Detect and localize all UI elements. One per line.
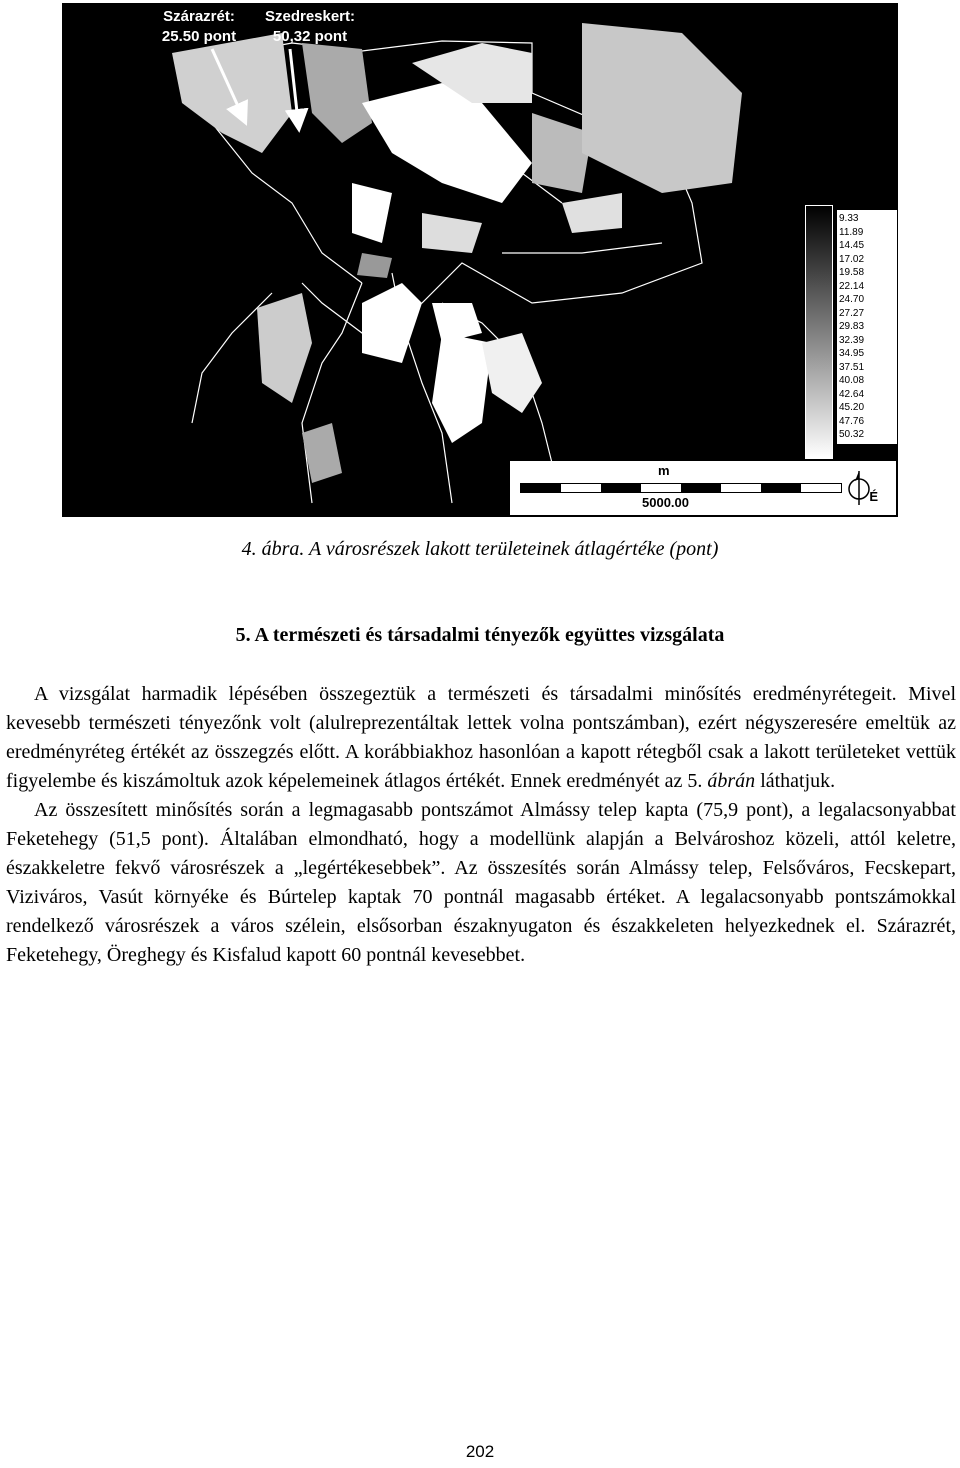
legend-value: 34.95: [839, 348, 865, 359]
page-number: 202: [465, 1442, 495, 1461]
paragraph-text: Az összesített minősítés során a legmagasabb pontszámot Almássy telep kapta (75,9 pont), a legalacsonyabbat Feketehegy (51,5 pont). Általában elmondható, hogy a modellünk alapján a Belvároshoz közeli, attól keletre, északkeletre fekvő városrészek a „legértékesebbek”. Az összesítés során Almássy telep, Felsőváros, Fecskepart, Viziváros, Vasút környéke és Búrtelep kaptak 70 pontnál magasabb értéket. A legalacsonyabb pontszámokkal rendelkező városrészek a város szélein, elsősorban északnyugaton és északkeleten helyezkednek el. Szárazrét, Feketehegy, Öreghegy és Kisfalud kapott 60 pontnál kevesebbet.: [6, 799, 956, 966]
callout-arrows: [62, 3, 898, 517]
paragraph-text-end: láthatjuk.: [755, 770, 836, 792]
legend-value: 29.83: [839, 321, 865, 332]
legend-value: 17.02: [839, 253, 865, 265]
legend-value: 22.14: [839, 280, 865, 292]
legend-value: 32.39: [839, 334, 865, 346]
body-text: [6, 680, 956, 970]
legend-value: 47.76: [839, 415, 865, 427]
scale-and-north-panel: [510, 461, 896, 515]
legend-value: 14.45: [839, 240, 865, 251]
legend-value: 37.51: [839, 361, 865, 373]
callout-value: 50,32 pont: [272, 28, 348, 45]
legend-value: 50.32: [839, 429, 865, 440]
callout-name: Szedreskert:: [264, 8, 356, 25]
legend-value: 11.89: [839, 226, 864, 238]
legend-value: 45.20: [839, 402, 865, 413]
legend-color-ramp: [805, 205, 833, 459]
north-arrow-icon: [848, 467, 884, 507]
legend-value: 40.08: [839, 375, 865, 386]
scale-value-label: 5000.00: [642, 495, 689, 510]
legend-value: 24.70: [839, 294, 865, 305]
legend-value: 19.58: [839, 267, 865, 278]
legend-value: 9.33: [839, 213, 859, 224]
legend-labels: [837, 210, 897, 444]
callout-name: Szárazrét:: [163, 8, 235, 25]
scale-bar: [520, 483, 842, 493]
paragraph: [6, 680, 956, 796]
paragraph-text: A vizsgálat harmadik lépésében összegeztük a természeti és társadalmi minősítés eredményrétegeit. Mivel kevesebb természeti tényezőnk volt (alulreprezentáltak lettek volna pontszámban), ezért négyszeresére emeltük az eredményréteg értékét az összegzés előtt. A korábbiakhoz hasonlóan a kapott rétegből csak a lakott területeket vettük figyelembe és kiszámoltuk azok képelemeinek átlagos értékét. Ennek eredményét az 5.: [6, 683, 956, 792]
scale-unit-label: m: [658, 463, 670, 478]
legend-value: 42.64: [839, 388, 865, 400]
arrow-szarazret: [212, 49, 242, 115]
district-map-figure: [62, 3, 898, 517]
scale-bar-segments: [521, 484, 841, 492]
legend-value: 27.27: [839, 307, 865, 319]
paragraph: [6, 796, 956, 970]
arrow-szedreskert: [290, 49, 298, 121]
section-heading: 5. A természeti és társadalmi tényezők együttes vizsgálata: [235, 624, 725, 646]
figure-caption: 4. ábra. A városrészek lakott területeinek átlagértéke (pont): [241, 538, 719, 560]
legend: [805, 205, 895, 459]
callout-value: 25.50 pont: [161, 28, 237, 45]
north-label: É: [869, 489, 878, 504]
paragraph-italic: ábrán: [707, 770, 756, 792]
